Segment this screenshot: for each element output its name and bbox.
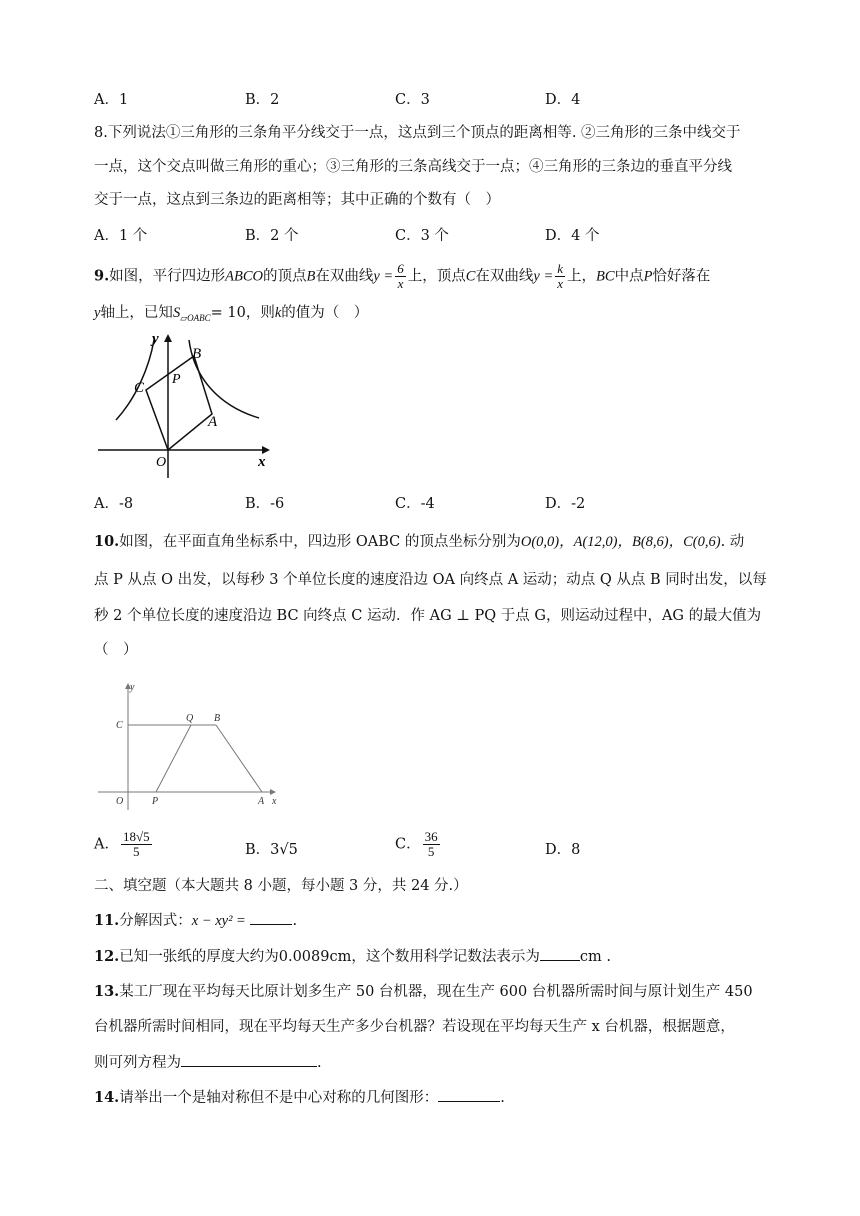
q9-label-o: O	[156, 455, 167, 470]
q9-var: P	[643, 268, 653, 285]
q10-label-p: P	[152, 796, 159, 807]
q12-number: 12.	[94, 948, 120, 965]
q9-var: y =	[373, 268, 394, 285]
q9-var: S	[172, 305, 181, 321]
q14-number: 14.	[94, 1089, 120, 1106]
q10-option-d: D．8	[545, 842, 581, 858]
q9-text: 的值为（ ）	[281, 305, 369, 321]
q11-text: 分解因式：	[119, 913, 192, 929]
q9-subscript: ▱OABC	[180, 312, 211, 323]
q10-label-a: A	[258, 796, 265, 807]
q9-option-c: C．-4	[395, 496, 435, 512]
q7-option-a: A．1	[94, 92, 129, 108]
q10-option-c-fraction: $\frac{36}{5}$	[424, 829, 438, 859]
q9-text: = 10	[210, 305, 246, 321]
q8-line-1: 8.下列说法①三角形的三条角平分线交于一点，这点到三个顶点的距离相等. ②三角形的三条中线交于	[94, 125, 741, 141]
q10-line-4: （ ）	[94, 642, 138, 658]
q10-label-o: O	[116, 796, 124, 807]
q10-option-b: B．3√5	[245, 842, 298, 858]
q13-line-2: 台机器所需时间相同，现在平均每天生产多少台机器？若设现在平均每天生产 x 台机器，根据题意，	[94, 1019, 735, 1035]
q8-line-3: 交于一点，这点到三条边的距离相等；其中正确的个数有（ ）	[94, 192, 500, 208]
q9-label-y: y	[152, 331, 159, 347]
q14-text: 请举出一个是轴对称但不是中心对称的几何图形：	[119, 1090, 439, 1106]
q12-answer-blank[interactable]	[540, 946, 580, 961]
q13-line-1	[94, 982, 774, 1002]
q9-var: C	[465, 268, 476, 285]
q9-option-b: B．-6	[245, 496, 285, 512]
q12-text: 已知一张纸的厚度大约为0.0089cm，这个数用科学记数法表示为	[119, 949, 540, 965]
q9-text: 中点	[614, 268, 644, 285]
q13-text: 则可列方程为	[94, 1055, 181, 1071]
q9-text: 恰好落在	[652, 268, 711, 285]
q13-answer-blank[interactable]	[181, 1052, 317, 1067]
q10-label-b: B	[214, 713, 221, 724]
q9-var: BC	[596, 268, 615, 285]
q11-expression: x − xy² =	[191, 913, 246, 929]
q9-line-1	[94, 262, 774, 291]
q9-text: 上，	[567, 268, 597, 285]
q9-fraction-1: $\frac{6}{x}$	[397, 261, 404, 291]
q9-label-x: x	[258, 454, 266, 470]
q10-option-c-label: C．	[395, 836, 421, 853]
q11-end: .	[292, 913, 298, 929]
q10-x-arrow	[270, 789, 276, 795]
q10-coords: O(0,0)，A(12,0)，B(8,6)，C(0,6)	[520, 534, 721, 550]
q9-x-arrow	[262, 446, 270, 454]
q10-line-3: 秒 2 个单位长度的速度沿边 BC 向终点 C 运动．作 AG ⊥ PQ 于点 G，则运动过程中，AG 的最大值为	[94, 608, 762, 624]
q8-line-2: 一点，这个交点叫做三角形的重心；③三角形的三条高线交于一点；④三角形的三条边的垂直平分线	[94, 159, 732, 175]
q12-end: cm .	[579, 949, 611, 965]
q9-var: B	[306, 268, 316, 285]
q8-option-b: B．2 个	[245, 228, 299, 244]
q9-y-arrow	[164, 334, 172, 342]
q10-segment-pq	[156, 725, 191, 792]
q13-line-3	[94, 1052, 774, 1073]
q10-line-2: 点 P 从点 O 出发，以每秒 3 个单位长度的速度沿边 OA 向终点 A 运动；动点 Q 从点 B 同时出发，以每	[94, 572, 767, 588]
q14	[94, 1087, 774, 1108]
q10-label-y: y	[130, 682, 135, 693]
q10-label-q: Q	[186, 713, 194, 724]
q10-option-a	[94, 830, 154, 859]
q10-option-c	[395, 830, 442, 859]
q9-text: ，则	[245, 305, 275, 321]
q9-option-d: D．-2	[545, 496, 586, 512]
q9-label-c: C	[134, 380, 145, 396]
q13-number: 13.	[94, 983, 120, 1000]
q8-option-a: A．1 个	[94, 228, 148, 244]
q10-number: 10.	[94, 533, 120, 550]
q11	[94, 910, 774, 931]
q9-text: 轴上，已知	[100, 305, 173, 321]
q12	[94, 946, 774, 967]
q9-var: y =	[533, 268, 554, 285]
q8-option-d: D．4 个	[545, 228, 600, 244]
q8-option-c: C．3 个	[395, 228, 449, 244]
q9-line-2	[94, 303, 774, 328]
q14-end: .	[500, 1090, 505, 1106]
q9-figure	[94, 328, 274, 488]
q10-text: 如图，在平面直角坐标系中，四边形 OABC 的顶点坐标分别为	[119, 534, 521, 550]
q7-option-b: B．2	[245, 92, 280, 108]
q10-option-a-label: A．	[94, 836, 119, 853]
q9-number: 9.	[94, 267, 110, 285]
q9-var: y	[94, 305, 101, 321]
q10-line-1	[94, 532, 774, 552]
q10-label-x: x	[272, 796, 277, 807]
q13-end: .	[317, 1055, 322, 1071]
q9-fraction-2: $\frac{k}{x}$	[557, 261, 564, 291]
q9-var: ABCO	[225, 268, 263, 285]
q9-text: 在双曲线	[315, 268, 374, 285]
q9-label-p: P	[172, 372, 181, 387]
q9-var: k	[274, 305, 282, 321]
q14-answer-blank[interactable]	[438, 1087, 500, 1102]
q9-parallelogram	[146, 356, 212, 450]
q9-text: 的顶点	[263, 268, 307, 285]
q11-answer-blank[interactable]	[250, 910, 292, 925]
q7-option-d: D．4	[545, 92, 581, 108]
q11-number: 11.	[94, 912, 120, 929]
q9-label-b: B	[192, 346, 202, 362]
q9-text: 如图，平行四边形	[109, 268, 226, 285]
q10-option-a-fraction: $\frac{18√5}{5}$	[122, 829, 150, 859]
q9-text: 上，顶点	[407, 268, 466, 285]
q9-label-a: A	[208, 414, 218, 430]
q13-text: 某工厂现在平均每天比原计划多生产 50 台机器，现在生产 600 台机器所需时间与原计划生产 450	[119, 984, 753, 1000]
section-heading: 二、填空题（本大题共 8 小题，每小题 3 分，共 24 分.）	[94, 878, 468, 894]
q10-segment-ba	[216, 725, 262, 792]
q10-figure	[94, 676, 294, 816]
q9-text: 在双曲线	[475, 268, 534, 285]
q10-label-c: C	[116, 720, 123, 731]
q10-text: . 动	[720, 534, 745, 550]
q9-option-a: A．-8	[94, 496, 134, 512]
q7-option-c: C．3	[395, 92, 430, 108]
